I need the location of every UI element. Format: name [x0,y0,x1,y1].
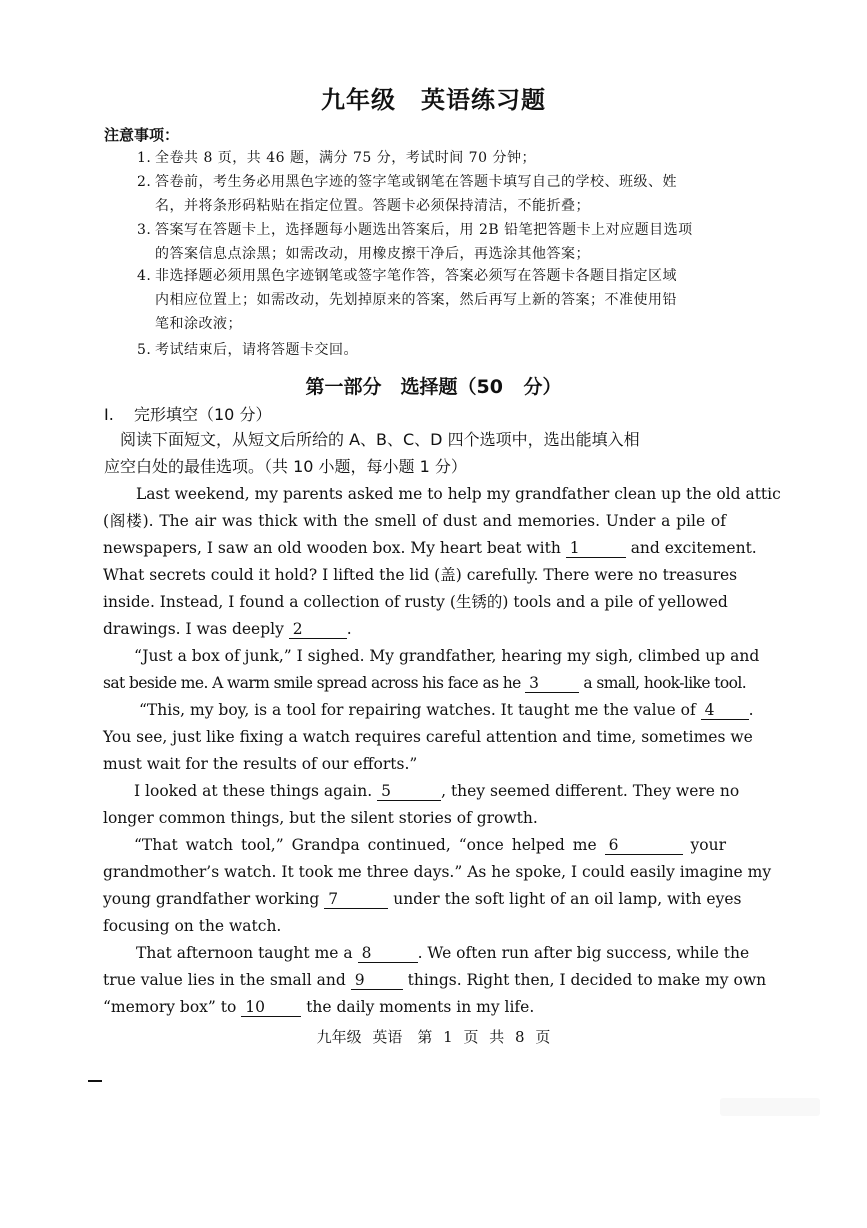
note-item [137,264,737,336]
passage-text: and excitement. [630,539,757,557]
passage-line: What secrets could it hold? I lifted the lid (盖) carefully. There were no treasures [103,566,738,584]
note-text: 考试结束后，请将答题卡交回。 [155,342,358,358]
blank-10: 10 [241,997,301,1017]
part-heading: 第一部分 选择题（50 分） [305,376,562,398]
note-item [137,218,737,266]
blank-1: 1 [566,538,626,558]
note-number: 1. [137,150,152,166]
blank-7: 7 [324,889,388,909]
passage-text: . [346,620,352,638]
note-item [137,170,737,218]
passage-line [103,886,742,913]
instruction-line: 应空白处的最佳选项。（共 10 小题，每小题 1 分） [104,457,467,476]
note-item [137,146,737,170]
passage-line [103,832,726,859]
passage-text: true value lies in the small and [103,971,346,989]
note-item [137,338,737,362]
passage-text: That afternoon taught me a [136,944,353,962]
passage-text: “This, my boy, is a tool for repairing watches. It taught me the value of [139,701,696,719]
passage-text: “That watch tool,” Grandpa continued, “once helped me [134,836,597,854]
note-number: 2. [137,174,152,190]
passage-text: drawings. I was deeply [103,620,284,638]
blank-9: 9 [351,970,403,990]
passage-line [103,697,754,724]
passage-text: things. Right then, I decided to make my own [407,971,767,989]
blank-5: 5 [377,781,441,801]
passage-line: (阁楼). The air was thick with the smell of dust and memories. Under a pile of [103,512,726,530]
note-text: 全卷共 8 页，共 46 题，满分 75 分，考试时间 70 分钟； [155,150,536,166]
passage-text: , they seemed different. They were no [441,782,740,800]
passage-line [103,778,740,805]
passage-text: your [690,836,727,854]
passage-text: newspapers, I saw an old wooden box. My heart beat with [103,539,561,557]
passage-text: . [748,701,754,719]
passage-line [103,616,726,643]
passage-text: a small, hook-like tool. [583,674,747,692]
blank-6: 6 [605,835,683,855]
passage-line [103,940,750,967]
passage-line: grandmother’s watch. It took me three days.” As he spoke, I could easily imagine my [103,863,772,881]
note-text: 非选择题必须用黑色字迹钢笔或签字笔作答，答案必须写在答题卡各题目指定区域 [155,268,677,284]
note-number: 3. [137,222,152,238]
note-text: 答案写在答题卡上，选择题每小题选出答案后，用 2B 铅笔把答题卡上对应题目选项 [155,222,693,238]
passage-line [103,535,757,562]
passage-line: focusing on the watch. [103,917,282,935]
passage-text: young grandfather working [103,890,320,908]
scan-mark [88,1080,102,1082]
passage-line: must wait for the results of our efforts.” [103,755,418,773]
note-text: 笔和涂改液； [155,316,242,332]
instruction-line: 阅读下面短文，从短文后所给的 A、B、C、D 四个选项中，选出能填入相 [104,430,640,449]
section-heading [104,402,271,425]
blank-3: 3 [525,673,579,693]
passage-text: under the soft light of an oil lamp, with eyes [393,890,742,908]
passage-line [103,967,767,994]
blank-2: 2 [289,619,347,639]
notes-heading: 注意事项： [104,126,180,144]
note-text: 的答案信息点涂黑；如需改动，用橡皮擦干净后，再选涂其他答案； [155,246,590,262]
blank-4: 4 [701,700,749,720]
section-label: 完形填空（10 分） [134,405,272,424]
passage-line: longer common things, but the silent stories of growth. [103,809,538,827]
note-number: 4. [137,268,152,284]
passage-line: You see, just like fixing a watch requires careful attention and time, sometimes we [103,728,753,746]
page-title: 九年级 英语练习题 [321,86,546,114]
passage-line: Last weekend, my parents asked me to help my grandfather clean up the old attic [136,485,781,503]
passage-text: sat beside me. A warm smile spread across his face as he [103,674,521,692]
passage-line [103,994,726,1021]
passage-text: “memory box” to [103,998,237,1016]
section-number: I. [104,405,114,424]
note-text: 答卷前，考生务必用黑色字迹的签字笔或钢笔在答题卡填写自己的学校、班级、姓 [155,174,677,190]
passage-text: the daily moments in my life. [306,998,535,1016]
watermark [720,1098,820,1116]
passage-line: inside. Instead, I found a collection of rusty (生锈的) tools and a pile of yellowed [103,593,728,611]
passage-line: “Just a box of junk,” I sighed. My grandfather, hearing my sigh, climbed up and [134,647,760,665]
note-text: 内相应位置上；如需改动，先划掉原来的答案，然后再写上新的答案；不准使用铅 [155,292,677,308]
passage-text: I looked at these things again. [134,782,373,800]
passage-text: . We often run after big success, while the [417,944,750,962]
passage-line [103,670,747,697]
page-footer: 九年级 英语 第 1 页 共 8 页 [316,1028,551,1046]
note-number: 5. [137,342,152,358]
note-text: 名，并将条形码粘贴在指定位置。答题卡必须保持清洁，不能折叠； [155,198,590,214]
blank-8: 8 [358,943,418,963]
